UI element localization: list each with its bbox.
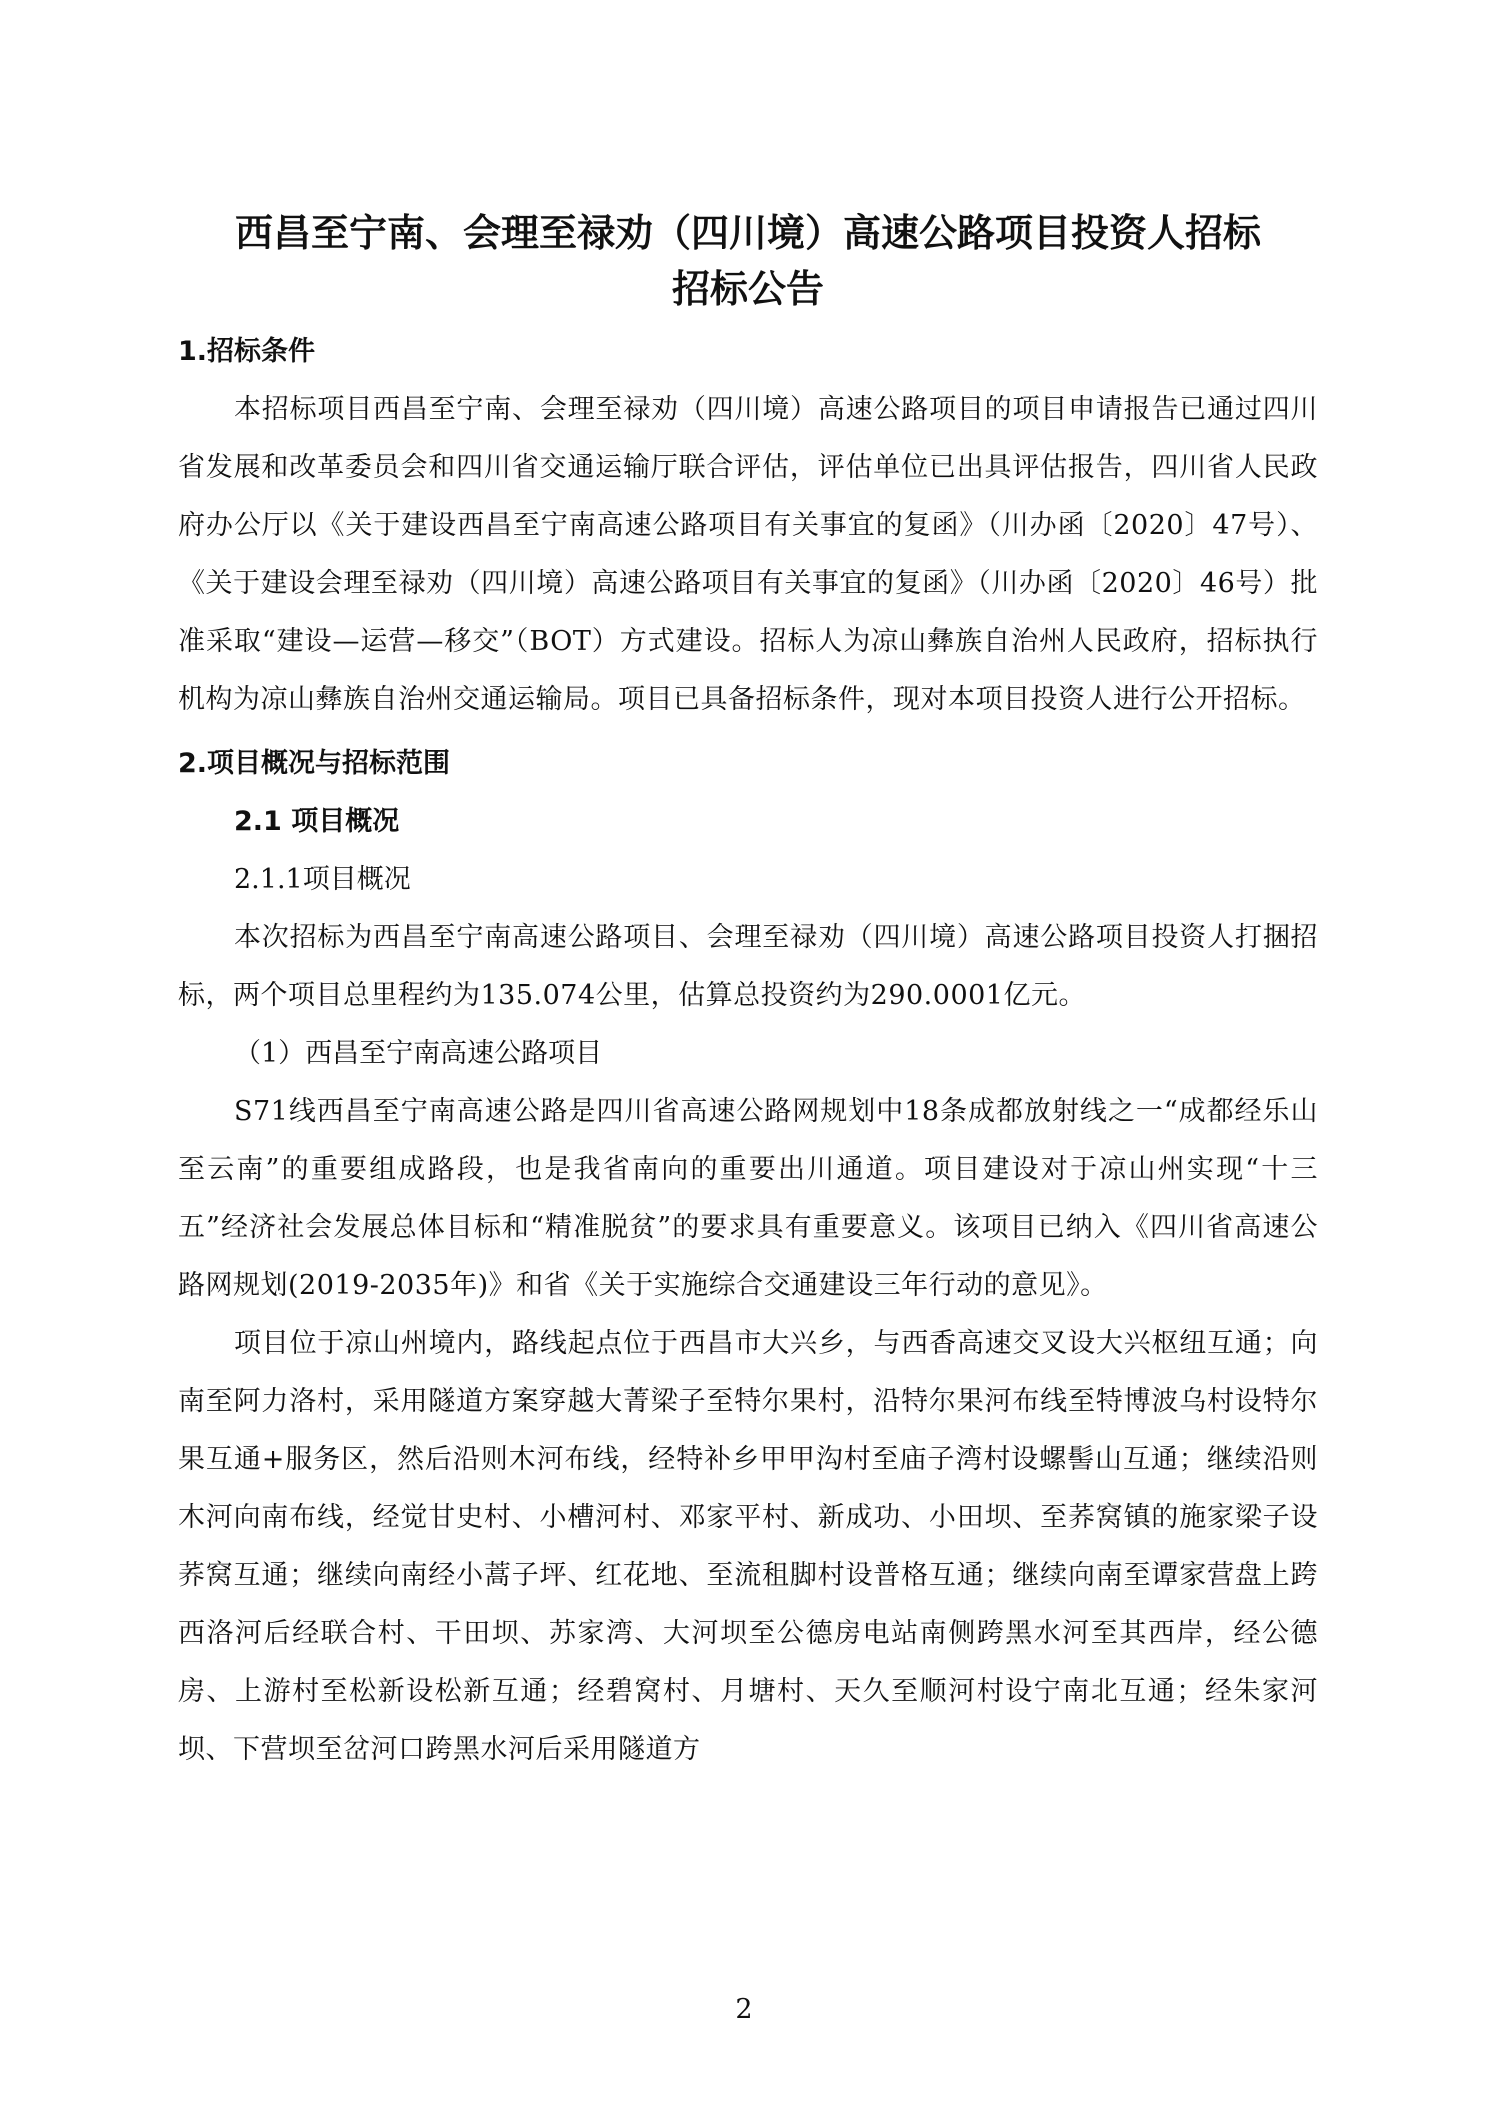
route-paragraph: 项目位于凉山州境内，路线起点位于西昌市大兴乡，与西香高速交叉设大兴枢纽互通；向南至阿力洛村，采用隧道方案穿越大菁梁子至特尔果村，沿特尔果河布线至特博波乌村设特尔果互通+服务区，然后沿则木河布线，经特补乡甲甲沟村至庙子湾村设螺髻山互通；继续沿则木河向南布线，经觉甘史村、小槽河村、邓家平村、新成功、小田坝、至荞窝镇的施家梁子设荞窝互通；继续向南经小蒿子坪、红花地、至流租脚村设普格互通；继续向南至谭家营盘上跨西洛河后经联合村、干田坝、苏家湾、大河坝至公德房电站南侧跨黑水河至其西岸，经公德房、上游村至松新设松新互通；经碧窝村、月塘村、天久至顺河村设宁南北互通；经朱家河坝、下营坝至岔河口跨黑水河后采用隧道方 bbox=[178, 1328, 1318, 1765]
title-line-1: 西昌至宁南、会理至禄劝（四川境）高速公路项目投资人招标 bbox=[234, 211, 1261, 255]
s71-paragraph: S71线西昌至宁南高速公路是四川省高速公路网规划中18条成都放射线之一“成都经乐山至云南”的重要组成路段，也是我省南向的重要出川通道。项目建设对于凉山州实现“十三五”经济社会发展总体目标和“精准脱贫”的要求具有重要意义。该项目已纳入《四川省高速公路网规划(2019-2035年)》和省《关于实施综合交通建设三年行动的意见》。 bbox=[178, 1096, 1318, 1301]
page-number: 2 bbox=[735, 1994, 753, 2025]
document-page bbox=[178, 205, 1318, 1779]
section-1-heading: 1.招标条件 bbox=[178, 336, 316, 367]
section-1-paragraph: 本招标项目西昌至宁南、会理至禄劝（四川境）高速公路项目的项目申请报告已通过四川省发展和改革委员会和四川省交通运输厅联合评估，评估单位已出具评估报告，四川省人民政府办公厅以《关于建设西昌至宁南高速公路项目有关事宜的复函》（川办函〔2020〕47号）、《关于建设会理至禄劝（四川境）高速公路项目有关事宜的复函》（川办函〔2020〕46号）批准采取“建设—运营—移交”（BOT）方式建设。招标人为凉山彝族自治州人民政府，招标执行机构为凉山彝族自治州交通运输局。项目已具备招标条件，现对本项目投资人进行公开招标。 bbox=[178, 394, 1318, 715]
document-title bbox=[178, 205, 1318, 317]
subitem-1-heading: （1）西昌至宁南高速公路项目 bbox=[234, 1038, 603, 1069]
section-2-1-heading: 2.1 项目概况 bbox=[234, 806, 400, 837]
overview-paragraph: 本次招标为西昌至宁南高速公路项目、会理至禄劝（四川境）高速公路项目投资人打捆招标，两个项目总里程约为135.074公里，估算总投资约为290.0001亿元。 bbox=[178, 922, 1318, 1011]
section-2-heading: 2.项目概况与招标范围 bbox=[178, 748, 451, 779]
title-line-2: 招标公告 bbox=[671, 267, 824, 311]
section-2-1-1-heading: 2.1.1项目概况 bbox=[234, 864, 411, 895]
